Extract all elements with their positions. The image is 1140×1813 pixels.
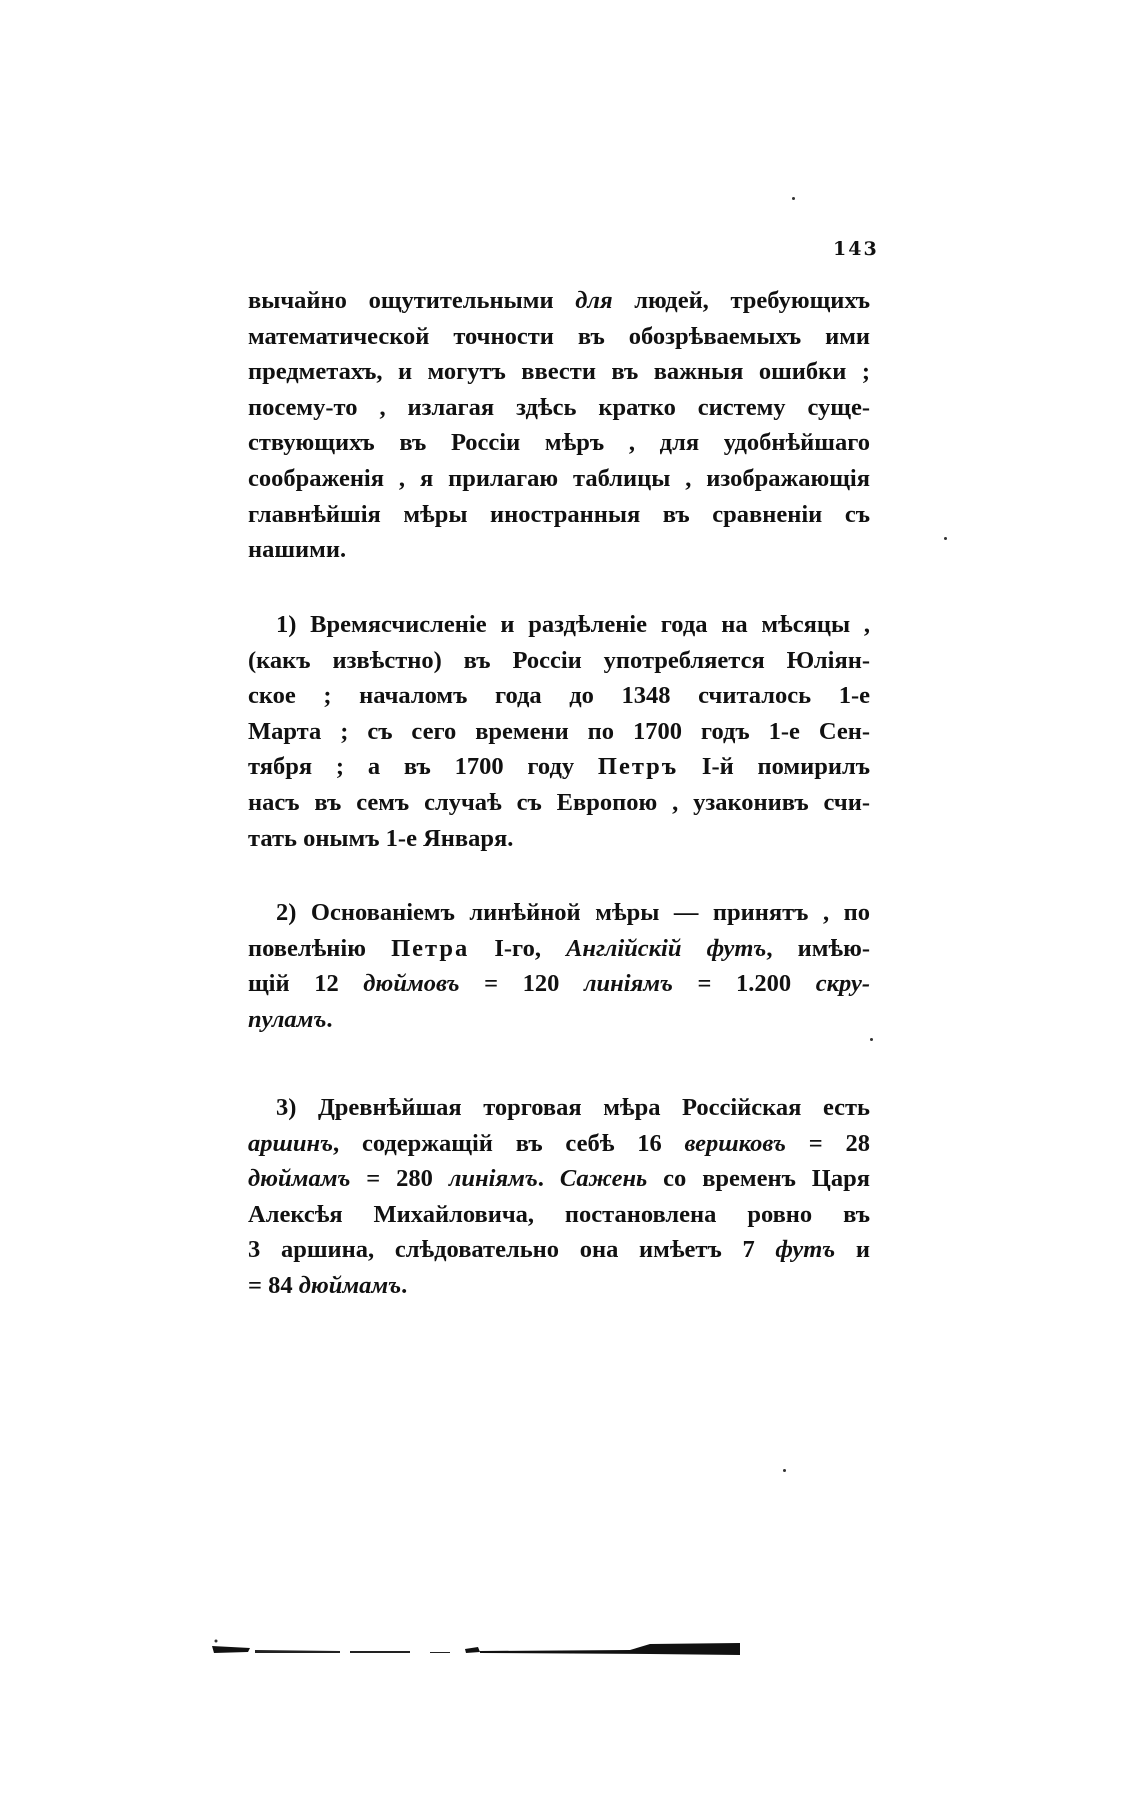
text-run: 2) Основаніемъ линѣйной мѣры — принятъ , по — [276, 899, 870, 926]
paragraph-continued — [248, 283, 870, 568]
text-run: и — [835, 1236, 870, 1264]
text-run: 3 аршина, слѣдовательно она имѣетъ 7 — [248, 1236, 776, 1264]
print-speck — [783, 1469, 786, 1472]
text-line — [248, 532, 870, 568]
text-run: предметахъ, и могутъ ввести въ важныя ошибки ; — [248, 358, 870, 386]
text-line — [248, 749, 870, 785]
italic-run: футъ — [775, 1236, 836, 1264]
text-run: ское ; началомъ года до 1348 считалось 1-е — [248, 682, 870, 710]
text-run: . — [537, 1165, 560, 1193]
text-run: I-й помирилъ — [678, 753, 870, 781]
text-run: математической точности въ обозрѣваемыхъ ими — [248, 322, 870, 350]
text-run: щій 12 — [248, 970, 364, 998]
text-line — [248, 714, 870, 750]
text-line — [248, 1126, 870, 1162]
text-run: = 120 — [459, 970, 584, 998]
text-line — [248, 895, 870, 931]
print-speck — [792, 197, 795, 200]
text-run: посему-то , излагая здѣсь кратко систему суще- — [248, 393, 870, 421]
italic-run: вершковъ — [684, 1129, 786, 1157]
text-line — [248, 497, 870, 533]
text-run: главнѣйшія мѣры иностранныя въ сравненіи съ — [248, 500, 870, 528]
text-run: Марта ; съ сего времени по 1700 годъ 1-е Сен- — [248, 717, 870, 745]
text-run: тября ; а въ 1700 году — [248, 753, 598, 781]
text-run: нашими. — [248, 536, 347, 564]
italic-run: скру- — [815, 970, 871, 998]
text-run: Алексѣя Михайловича, постановлена ровно въ — [248, 1200, 870, 1228]
text-line — [248, 607, 870, 643]
italic-run: аршинъ — [248, 1129, 334, 1157]
text-run: со временъ Царя — [647, 1165, 870, 1193]
italic-run: Сажень — [559, 1165, 648, 1193]
text-run: . — [401, 1271, 408, 1299]
text-line — [248, 461, 870, 497]
paragraph-1-calendar — [248, 607, 870, 856]
printed-bottom-rule — [210, 1638, 740, 1658]
text-run: = 84 — [248, 1271, 299, 1299]
text-line — [248, 678, 870, 714]
text-line — [248, 354, 870, 390]
italic-run: дюймовъ — [363, 970, 460, 998]
spaced-run: Петра — [391, 934, 470, 962]
page-number: 143 — [833, 238, 879, 260]
text-run: соображенія , я прилагаю таблицы , изображающія — [248, 464, 870, 492]
text-run: насъ въ семъ случаѣ съ Европою , узаконивъ счи- — [248, 788, 870, 816]
text-run: = 280 — [350, 1165, 449, 1193]
text-line — [248, 390, 870, 426]
italic-run: Англійскій футъ — [566, 934, 767, 962]
text-run: = 1.200 — [672, 970, 816, 998]
text-line — [248, 1002, 870, 1038]
text-run: 1) Времясчисленіе и раздѣленіе года на мѣсяцы , — [276, 611, 870, 638]
text-line — [248, 319, 870, 355]
text-line — [248, 931, 870, 967]
text-run: повелѣнію — [248, 934, 392, 962]
text-run: 3) Древнѣйшая торговая мѣра Россійская есть — [276, 1094, 870, 1121]
text-line — [248, 1197, 870, 1233]
text-line — [248, 1090, 870, 1126]
italic-run: пуламъ — [248, 1005, 327, 1033]
text-run: I-го, — [469, 934, 567, 962]
paragraph-3-trade-measure — [248, 1090, 870, 1304]
text-run: , содержащій въ себѣ 16 — [333, 1129, 685, 1157]
paragraph-2-linear-measure — [248, 895, 870, 1037]
text-run: , имѣю- — [766, 934, 870, 962]
spaced-run: Петръ — [597, 753, 679, 781]
text-run: (какъ извѣстно) въ Россіи употребляется Юліян- — [248, 646, 870, 674]
text-run: = 28 — [785, 1129, 870, 1157]
text-line — [248, 821, 870, 857]
text-line — [248, 1232, 870, 1268]
italic-run: дюймамъ — [248, 1165, 351, 1193]
italic-run: для — [575, 287, 613, 314]
text-line — [248, 425, 870, 461]
text-line — [248, 283, 870, 319]
text-run: вычайно ощутительными — [248, 287, 576, 314]
text-line — [248, 1161, 870, 1197]
italic-run: линіямъ — [448, 1165, 538, 1193]
text-run: . — [326, 1005, 333, 1033]
print-speck — [944, 537, 947, 540]
print-speck — [870, 1038, 873, 1041]
text-run: ствующихъ въ Россіи мѣръ , для удобнѣйшаго — [248, 429, 870, 457]
text-line — [248, 785, 870, 821]
italic-run: линіямъ — [583, 970, 673, 998]
text-line — [248, 643, 870, 679]
italic-run: дюймамъ — [298, 1271, 402, 1299]
text-line — [248, 966, 870, 1002]
text-run: тать онымъ 1-е Января. — [248, 824, 514, 852]
text-run: людей, требующихъ — [612, 287, 870, 314]
text-line — [248, 1268, 870, 1304]
